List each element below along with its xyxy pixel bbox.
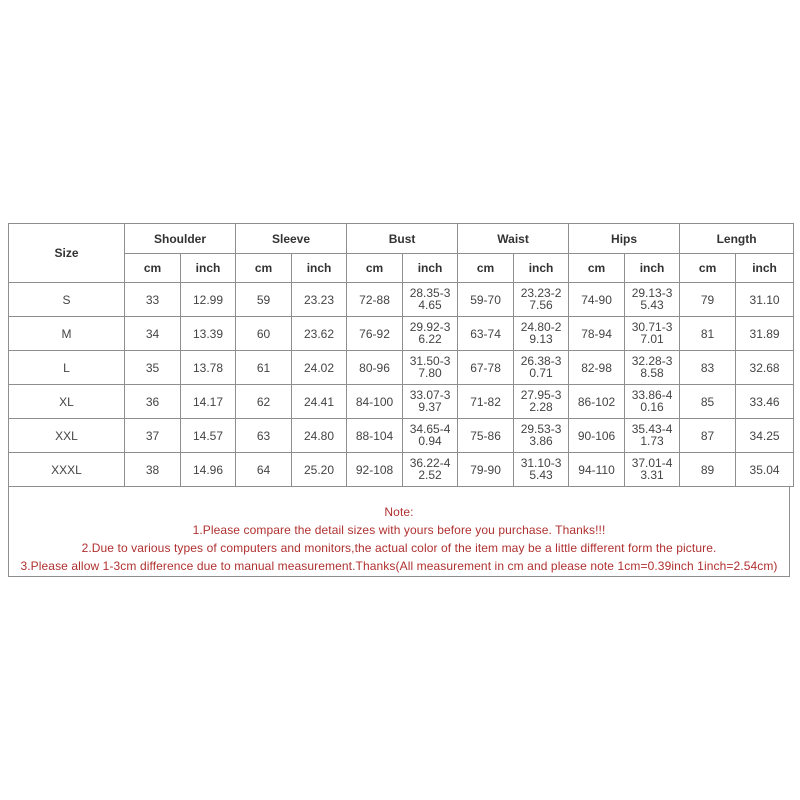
cell-range (632, 287, 673, 311)
table-cell: 25.20 (292, 453, 347, 487)
cell-range (521, 457, 562, 481)
table-cell: 31.89 (736, 317, 794, 351)
table-cell (403, 385, 458, 419)
unit-header: inch (736, 254, 794, 283)
table-cell: 87 (680, 419, 736, 453)
group-header: Hips (569, 224, 680, 254)
cell-range (632, 389, 673, 413)
table-cell: 76-92 (347, 317, 403, 351)
note-box (8, 487, 790, 577)
group-header: Shoulder (125, 224, 236, 254)
table-cell: 72-88 (347, 283, 403, 317)
cell-range (410, 423, 451, 447)
cell-range-part: 2.28 (529, 400, 553, 414)
unit-header: inch (625, 254, 680, 283)
cell-range (521, 389, 562, 413)
cell-range-part: 24.80-2 (520, 320, 562, 334)
table-cell (625, 317, 680, 351)
table-cell (625, 453, 680, 487)
group-header: Sleeve (236, 224, 347, 254)
table-cell: 62 (236, 385, 292, 419)
cell-range-part: 4.65 (418, 298, 442, 312)
cell-range-part: 7.56 (529, 298, 553, 312)
note-line: 1.Please compare the detail sizes with yours before you purchase. Thanks!!! (192, 523, 606, 537)
unit-header: cm (125, 254, 181, 283)
cell-range-part: 8.58 (640, 366, 664, 380)
table-cell (625, 283, 680, 317)
unit-header: cm (236, 254, 292, 283)
table-cell: 38 (125, 453, 181, 487)
table-cell (514, 283, 569, 317)
table-cell: 14.57 (181, 419, 236, 453)
cell-range-part: 3.31 (640, 468, 664, 482)
table-cell: 88-104 (347, 419, 403, 453)
note-line: 3.Please allow 1-3cm difference due to manual measurement.Thanks(All measurement in cm and please note 1cm=0.39inch 1inch=2.54cm) (20, 559, 778, 573)
cell-range-part: 1.73 (640, 434, 664, 448)
table-cell: 86-102 (569, 385, 625, 419)
table-cell: 89 (680, 453, 736, 487)
size-label: S (9, 283, 125, 317)
cell-range-part: 31.50-3 (409, 354, 451, 368)
table-cell: 90-106 (569, 419, 625, 453)
table-cell: 24.80 (292, 419, 347, 453)
table-cell (514, 385, 569, 419)
table-cell: 59-70 (458, 283, 514, 317)
table-cell (403, 351, 458, 385)
cell-range-part: 5.43 (640, 298, 664, 312)
size-label: M (9, 317, 125, 351)
cell-range-part: 31.10-3 (520, 456, 562, 470)
cell-range (410, 457, 451, 481)
cell-range (632, 355, 673, 379)
cell-range-part: 9.13 (529, 332, 553, 346)
cell-range-part: 28.35-3 (409, 286, 451, 300)
table-row (9, 419, 794, 453)
table-cell: 35 (125, 351, 181, 385)
table-cell: 34 (125, 317, 181, 351)
unit-header: cm (680, 254, 736, 283)
table-cell: 23.23 (292, 283, 347, 317)
table-cell: 94-110 (569, 453, 625, 487)
cell-range-part: 9.37 (418, 400, 442, 414)
cell-range-part: 6.22 (418, 332, 442, 346)
table-cell (403, 453, 458, 487)
table-row (9, 317, 794, 351)
cell-range-part: 5.43 (529, 468, 553, 482)
table-cell: 63-74 (458, 317, 514, 351)
size-label: XXL (9, 419, 125, 453)
table-cell: 79 (680, 283, 736, 317)
cell-range (632, 457, 673, 481)
unit-header: inch (292, 254, 347, 283)
group-header: Bust (347, 224, 458, 254)
table-cell: 37 (125, 419, 181, 453)
table-cell: 32.68 (736, 351, 794, 385)
cell-range (410, 287, 451, 311)
table-cell: 67-78 (458, 351, 514, 385)
cell-range-part: 3.86 (529, 434, 553, 448)
group-header: Length (680, 224, 794, 254)
unit-header: inch (514, 254, 569, 283)
table-cell: 59 (236, 283, 292, 317)
table-cell: 35.04 (736, 453, 794, 487)
table-cell: 71-82 (458, 385, 514, 419)
size-header: Size (9, 224, 125, 283)
table-cell: 13.78 (181, 351, 236, 385)
table-cell: 80-96 (347, 351, 403, 385)
table-cell (514, 351, 569, 385)
cell-range-part: 33.86-4 (631, 388, 673, 402)
table-cell: 79-90 (458, 453, 514, 487)
table-cell (514, 419, 569, 453)
table-cell (625, 351, 680, 385)
table-cell: 33.46 (736, 385, 794, 419)
cell-range (521, 321, 562, 345)
table-cell: 81 (680, 317, 736, 351)
size-chart (8, 223, 792, 577)
cell-range (632, 423, 673, 447)
table-cell: 60 (236, 317, 292, 351)
cell-range-part: 32.28-3 (631, 354, 673, 368)
table-cell: 24.41 (292, 385, 347, 419)
table-cell: 36 (125, 385, 181, 419)
unit-header-row (9, 254, 794, 283)
size-label: XXXL (9, 453, 125, 487)
table-cell: 24.02 (292, 351, 347, 385)
table-cell: 61 (236, 351, 292, 385)
cell-range (632, 321, 673, 345)
group-header-row (9, 224, 794, 254)
table-cell: 83 (680, 351, 736, 385)
unit-header: inch (181, 254, 236, 283)
table-cell (514, 453, 569, 487)
note-line: 2.Due to various types of computers and monitors,the actual color of the item may be a little different form the picture. (81, 541, 717, 555)
table-row (9, 385, 794, 419)
table-cell: 75-86 (458, 419, 514, 453)
table-cell: 92-108 (347, 453, 403, 487)
cell-range (521, 423, 562, 447)
cell-range (521, 355, 562, 379)
cell-range-part: 29.92-3 (409, 320, 451, 334)
table-cell: 12.99 (181, 283, 236, 317)
cell-range-part: 0.16 (640, 400, 664, 414)
cell-range-part: 29.13-3 (631, 286, 673, 300)
cell-range-part: 7.01 (640, 332, 664, 346)
table-cell: 82-98 (569, 351, 625, 385)
table-cell (403, 283, 458, 317)
note-title: Note: (384, 505, 414, 519)
table-cell: 33 (125, 283, 181, 317)
table-cell (403, 419, 458, 453)
cell-range-part: 29.53-3 (520, 422, 562, 436)
table-cell: 34.25 (736, 419, 794, 453)
size-label: L (9, 351, 125, 385)
size-label: XL (9, 385, 125, 419)
cell-range-part: 33.07-3 (409, 388, 451, 402)
cell-range-part: 23.23-2 (520, 286, 562, 300)
cell-range-part: 30.71-3 (631, 320, 673, 334)
unit-header: inch (403, 254, 458, 283)
cell-range-part: 0.71 (529, 366, 553, 380)
table-cell: 84-100 (347, 385, 403, 419)
table-row (9, 453, 794, 487)
table-row (9, 283, 794, 317)
table-cell: 85 (680, 385, 736, 419)
table-cell (514, 317, 569, 351)
table-cell (625, 385, 680, 419)
table-cell: 63 (236, 419, 292, 453)
group-header: Waist (458, 224, 569, 254)
table-cell: 13.39 (181, 317, 236, 351)
cell-range-part: 2.52 (418, 468, 442, 482)
unit-header: cm (569, 254, 625, 283)
cell-range-part: 35.43-4 (631, 422, 673, 436)
table-cell: 14.17 (181, 385, 236, 419)
table-cell (403, 317, 458, 351)
table-cell: 14.96 (181, 453, 236, 487)
table-row (9, 351, 794, 385)
cell-range-part: 34.65-4 (409, 422, 451, 436)
cell-range-part: 27.95-3 (520, 388, 562, 402)
table-cell: 78-94 (569, 317, 625, 351)
cell-range-part: 7.80 (418, 366, 442, 380)
unit-header: cm (458, 254, 514, 283)
cell-range-part: 0.94 (418, 434, 442, 448)
table-cell: 23.62 (292, 317, 347, 351)
cell-range (410, 321, 451, 345)
table-cell: 64 (236, 453, 292, 487)
cell-range (521, 287, 562, 311)
cell-range-part: 37.01-4 (631, 456, 673, 470)
table-cell: 31.10 (736, 283, 794, 317)
cell-range-part: 36.22-4 (409, 456, 451, 470)
cell-range (410, 389, 451, 413)
unit-header: cm (347, 254, 403, 283)
table-cell: 74-90 (569, 283, 625, 317)
cell-range-part: 26.38-3 (520, 354, 562, 368)
size-table (8, 223, 794, 487)
cell-range (410, 355, 451, 379)
table-cell (625, 419, 680, 453)
size-rows (9, 283, 794, 487)
